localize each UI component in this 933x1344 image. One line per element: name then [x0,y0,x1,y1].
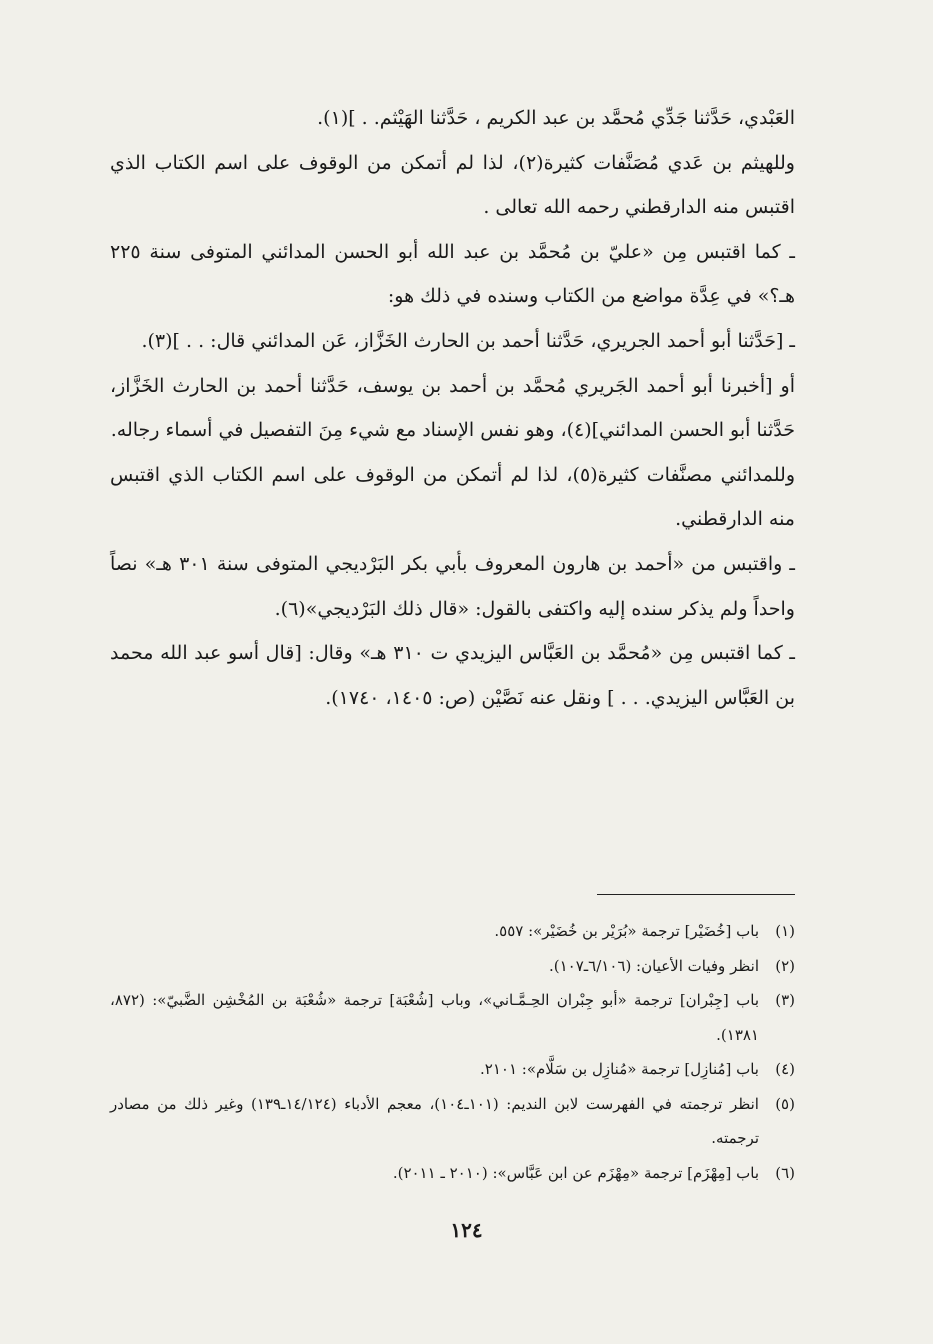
paragraph-5: أو [أخبرنا أبو أحمد الجَريري مُحمَّد بن أحمد بن يوسف، حَدَّثنا أحمد بن الحارث الخَزَّاز، حَدَّثنا أبو الحسن المدائني](٤)، وهو نفس الإسناد مع شيء مِنَ التفصيل في أسماء رجاله. [110,374,795,442]
footnote-text: باب [مُنازِل] ترجمة «مُنازِل بن سَلَّام»: ٢١٠١. [480,1060,759,1078]
footnote-text: انظر وفيات الأعيان: (٦/١٠٦ـ١٠٧). [548,956,759,975]
paragraph-6: وللمدائني مصنَّفات كثيرة(٥)، لذا لم أتمكن من الوقوف على اسم الكتاب الذي اقتبس منه الدارقطني. [110,463,796,531]
footnote-number: (٢) [775,956,795,975]
footnote-2 [110,949,795,984]
footnote-number: (٥) [775,1094,795,1113]
footnote-text: باب [خُضَيْر] ترجمة «بُرَيْر بن خُضَيْر»: ٥٥٧. [494,922,759,940]
paragraph-4: ـ [حَدَّثنا أبو أحمد الجريري، حَدَّثنا أحمد بن الحارث الخَزَّاز، عَن المدائني قال: . . ](٣). [141,329,795,352]
footnote-5 [110,1087,795,1156]
footnote-4 [110,1052,795,1087]
footnote-3 [110,983,795,1052]
footnote-text: انظر ترجمته في الفهرست لابن النديم: (١٠١ـ١٠٤)، معجم الأدباء (١٤/١٢٤ـ١٣٩) وغير ذلك من مصادر ترجمته. [110,1094,759,1147]
footnote-number: (٦) [775,1163,795,1182]
main-text [110,96,795,720]
paragraph-3: ـ كما اقتبس مِن «عليّ بن مُحمَّد بن عبد الله أبو الحسن المدائني المتوفى سنة ٢٢٥ هـ؟» في عِدَّة مواضع من الكتاب وسنده في ذلك هو: [110,240,795,308]
paragraph-8: ـ كما اقتبس مِن «مُحمَّد بن العَبَّاس اليزيدي ت ٣١٠ هـ» وقال: [قال أسو عبد الله محمد بن العَبَّاس اليزيدي. . . ] ونقل عنه نَصَّيْن (ص: ١٤٠٥، ١٧٤٠). [110,642,795,709]
footnote-text: باب [مِهْزَم] ترجمة «مِهْزَم عن ابن عَبَّاس»: (٢٠١٠ ـ ٢٠١١). [392,1163,759,1182]
paragraph-7: ـ واقتبس من «أحمد بن هارون المعروف بأبي بكر البَرْديجي المتوفى سنة ٣٠١ هـ» نصاً واحداً ولم يذكر سنده إليه واكتفى بالقول: «قال ذلك البَرْديجي»(٦). [110,552,795,620]
paragraph-1: العَبْدي، حَدَّثنا جَدِّي مُحمَّد بن عبد الكريم ، حَدَّثنا الهَيْثم. . ](١). [317,107,795,129]
footnote-text: باب [جِبْران] ترجمة «أبو جِبْران الحِـمَّـاني»، وباب [شُعْبَة] ترجمة «شُعْبَة بن المُخْشِن الضَّبيّ»: (٨٧٢، ١٣٨١). [110,991,759,1044]
paragraph-2: وللهيثم بن عَدي مُصَنَّفات كثيرة(٢)، لذا لم أتمكن من الوقوف على اسم الكتاب الذي اقتبس منه الدارقطني رحمه الله تعالى . [110,151,795,219]
page-number: ١٢٤ [450,1218,483,1242]
footnote-number: (٤) [775,1060,795,1078]
footnote-6 [110,1156,795,1191]
footnote-number: (١) [775,922,795,940]
footnote-1 [110,914,795,949]
footnote-number: (٣) [775,991,795,1009]
footnotes [110,914,795,1190]
footnote-separator [597,894,795,895]
